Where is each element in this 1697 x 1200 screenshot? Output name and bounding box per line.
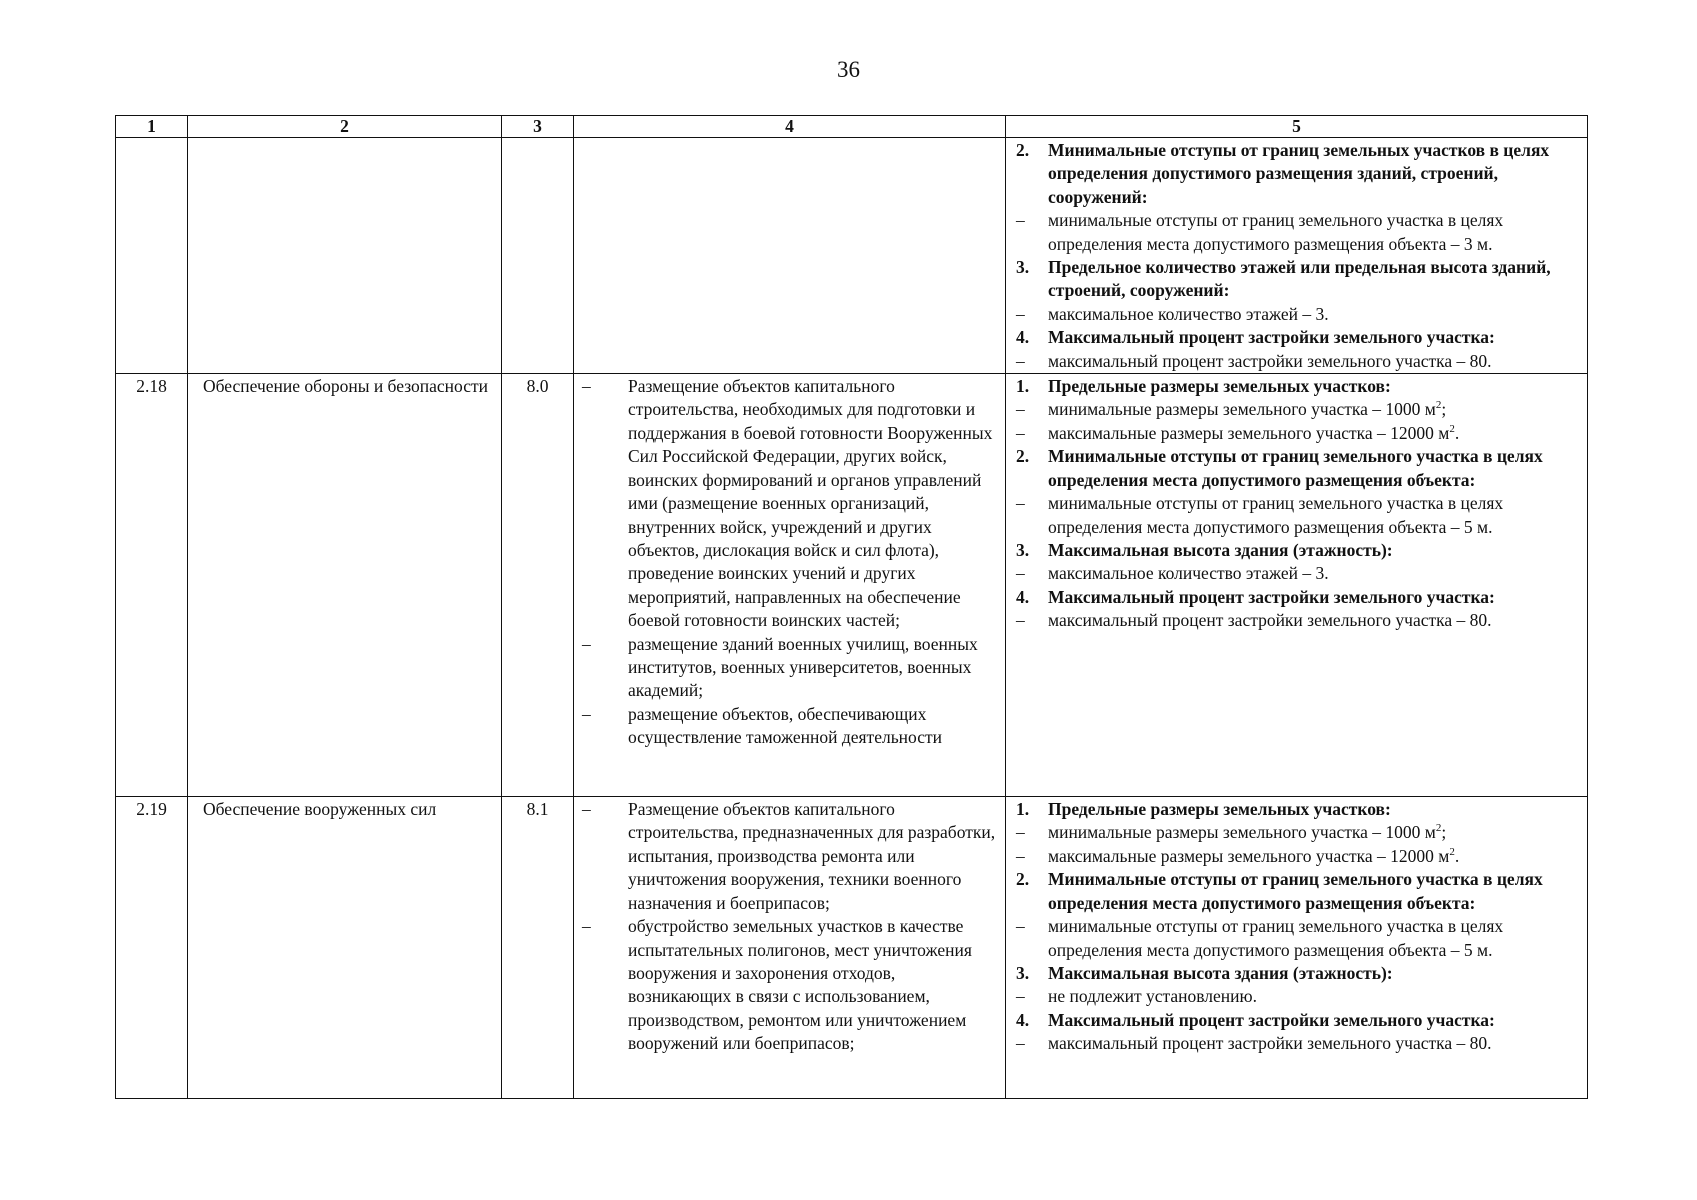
parameter-text-main: максимальный процент застройки земельного участка – 80. [1048, 350, 1492, 371]
bullet-marker: – [1016, 303, 1025, 324]
parameter-text [1048, 139, 1583, 209]
parameter-text-main: Максимальная высота здания (этажность): [1048, 539, 1393, 560]
table-row [116, 138, 1588, 374]
bullet-marker: – [582, 633, 591, 654]
parameter-text-main: Предельное количество этажей или предельная высота зданий, строений, сооружений: [1048, 257, 1551, 301]
description-item [582, 633, 1001, 703]
parameter-text [1048, 1032, 1583, 1055]
column-header-2: 2 [188, 116, 502, 138]
number-marker: 2. [1016, 140, 1030, 160]
parameter-text [1048, 868, 1583, 915]
use-code [502, 138, 574, 374]
bullet-marker: – [582, 799, 591, 820]
description-text: Размещение объектов капитального строительства, необходимых для подготовки и поддержания в боевой готовности Вооруженных Сил Российской Федерации, других войск, воинских формирований и органов управлений ими (размещение военных организаций, внутренних войск, учреждений и других объектов, дислокация войск и сил флота), проведение воинских учений и других мероприятий, направленных на обеспечение боевой готовности воинских частей; [628, 376, 993, 631]
parameter-item [1016, 821, 1583, 844]
table-row [116, 797, 1588, 1099]
bullet-marker: – [582, 703, 591, 724]
parameter-text [1048, 492, 1583, 539]
parameter-text-main: Максимальный процент застройки земельного участка: [1048, 586, 1495, 607]
page-number: 36 [837, 57, 860, 82]
parameter-text-main: Предельные размеры земельных участков: [1048, 376, 1391, 397]
number-marker: 2. [1016, 869, 1030, 890]
parameter-text [1048, 445, 1583, 492]
parameter-heading [1016, 586, 1583, 609]
column-header-1: 1 [116, 116, 188, 138]
bullet-marker: – [582, 916, 591, 937]
bullet-marker: – [1016, 399, 1025, 420]
parameter-item [1016, 609, 1583, 632]
use-parameters [1006, 374, 1588, 797]
parameter-text [1048, 539, 1583, 562]
table-row [116, 374, 1588, 797]
bullet-marker: – [1016, 610, 1025, 631]
header-row [116, 116, 1588, 138]
bullet-marker: – [1016, 210, 1025, 231]
description-text: Размещение объектов капитального строительства, предназначенных для разработки, испытания, производства ремонта или уничтожения вооружения, техники военного назначения и боеприпасов; [628, 799, 996, 913]
parameter-text [1048, 1009, 1583, 1032]
superscript: 2 [1449, 423, 1455, 436]
description-item [582, 703, 1001, 750]
parameter-text-tail: . [1454, 845, 1460, 866]
parameter-text-main: Минимальные отступы от границ земельного участка в целях определения места допустимого размещения объекта: [1048, 446, 1543, 490]
use-description [574, 797, 1006, 1099]
use-name [188, 138, 502, 374]
bullet-marker: – [1016, 1033, 1025, 1054]
parameter-text-main: максимальный процент застройки земельного участка – 80. [1048, 1033, 1492, 1054]
number-marker: 3. [1016, 257, 1030, 278]
parameter-heading [1016, 256, 1583, 303]
parameter-text-main: Предельные размеры земельных участков: [1048, 799, 1391, 820]
parameter-heading [1016, 539, 1583, 562]
parameter-heading [1016, 962, 1583, 985]
column-header-3: 3 [502, 116, 574, 138]
parameter-text [1048, 562, 1583, 585]
parameter-text-tail: . [1454, 422, 1460, 443]
superscript: 2 [1435, 399, 1442, 412]
parameter-text [1048, 375, 1583, 398]
parameter-text-main: минимальные размеры земельного участка – 1000 м [1048, 399, 1436, 420]
use-code: 8.1 [502, 797, 574, 1099]
parameter-text-main: Максимальный процент застройки земельного участка: [1048, 327, 1495, 348]
number-marker: 4. [1016, 1009, 1030, 1030]
use-parameters [1006, 797, 1588, 1099]
parameter-text-main: Минимальные отступы от границ земельного участка в целях определения места допустимого размещения объекта: [1048, 869, 1543, 913]
parameter-text [1048, 821, 1583, 844]
parameter-text [1048, 256, 1583, 303]
parameter-item [1016, 209, 1583, 256]
superscript: 2 [1435, 822, 1442, 835]
bullet-marker: – [1016, 986, 1025, 1007]
bullet-marker: – [1016, 422, 1025, 443]
superscript: 2 [1449, 846, 1455, 859]
bullet-marker: – [1016, 563, 1025, 584]
parameter-text [1048, 398, 1583, 421]
parameter-item [1016, 562, 1583, 585]
column-header-4: 4 [574, 116, 1006, 138]
parameter-item [1016, 845, 1583, 868]
parameter-text [1048, 209, 1583, 256]
parameter-text-main: максимальный процент застройки земельного участка – 80. [1048, 610, 1492, 631]
parameter-text [1048, 845, 1583, 868]
parameter-item [1016, 915, 1583, 962]
parameter-text-main: максимальное количество этажей – 3. [1048, 563, 1329, 584]
parameter-item [1016, 1032, 1583, 1055]
number-marker: 4. [1016, 586, 1030, 607]
description-text: обустройство земельных участков в качестве испытательных полигонов, мест уничтожения вооружения и захоронения отходов, возникающих в связи с использованием, производством, ремонтом или уничтожением вооружений или боеприпасов; [628, 916, 972, 1054]
number-marker: 3. [1016, 962, 1030, 983]
parameter-item [1016, 422, 1583, 445]
description-item [582, 798, 1001, 915]
parameter-text-main: максимальные размеры земельного участка – 12000 м [1048, 845, 1450, 866]
parameter-text-main: Максимальный процент застройки земельного участка: [1048, 1009, 1495, 1030]
parameter-text [1048, 609, 1583, 632]
parameter-text [1048, 303, 1583, 326]
number-marker: 1. [1016, 376, 1030, 397]
number-marker: 4. [1016, 327, 1030, 348]
parameter-text-main: минимальные отступы от границ земельного участка в целях определения места допустимого размещения объекта – 5 м. [1048, 493, 1504, 537]
parameter-item [1016, 398, 1583, 421]
parameter-heading [1016, 375, 1583, 398]
use-name: Обеспечение обороны и безопасности [188, 374, 502, 797]
row-number: 2.18 [116, 374, 188, 797]
parameter-text-tail: ; [1441, 399, 1447, 420]
parameter-text-tail: ; [1441, 822, 1447, 843]
parameter-text-main: Максимальная высота здания (этажность): [1048, 962, 1393, 983]
column-header-5: 5 [1006, 116, 1588, 138]
parameter-text-main: максимальные размеры земельного участка – 12000 м [1048, 422, 1450, 443]
parameter-text [1048, 915, 1583, 962]
parameter-heading [1016, 868, 1583, 915]
parameter-heading [1016, 798, 1583, 821]
parameter-text-main: не подлежит установлению. [1048, 986, 1257, 1007]
parameter-text-main: минимальные отступы от границ земельного участка в целях определения места допустимого размещения объекта – 5 м. [1048, 916, 1504, 960]
parameter-text [1048, 350, 1583, 373]
parameter-item [1016, 350, 1583, 373]
parameter-heading [1016, 1009, 1583, 1032]
parameter-text [1048, 586, 1583, 609]
bullet-marker: – [1016, 493, 1025, 514]
description-item [582, 915, 1001, 1055]
use-name: Обеспечение вооруженных сил [188, 797, 502, 1099]
parameter-text [1048, 985, 1583, 1008]
use-description [574, 374, 1006, 797]
row-number: 2.19 [116, 797, 188, 1099]
parameter-text [1048, 798, 1583, 821]
parameter-heading [1016, 326, 1583, 349]
parameter-text-main: Минимальные отступы от границ земельных участков в целях определения допустимого размещения зданий, строений, сооружений: [1048, 140, 1550, 207]
description-text: размещение зданий военных училищ, военных институтов, военных университетов, военных академий; [628, 633, 978, 701]
use-code: 8.0 [502, 374, 574, 797]
number-marker: 3. [1016, 539, 1030, 560]
row-number [116, 138, 188, 374]
bullet-marker: – [1016, 916, 1025, 937]
parameter-item [1016, 492, 1583, 539]
parameter-heading [1016, 445, 1583, 492]
parameter-text-main: максимальное количество этажей – 3. [1048, 303, 1329, 324]
use-description [574, 138, 1006, 374]
bullet-marker: – [582, 376, 591, 397]
use-parameters [1006, 138, 1588, 374]
parameter-text [1048, 422, 1583, 445]
parameter-heading [1016, 139, 1583, 209]
bullet-marker: – [1016, 845, 1025, 866]
bullet-marker: – [1016, 350, 1025, 371]
parameter-item [1016, 985, 1583, 1008]
parameter-item [1016, 303, 1583, 326]
number-marker: 2. [1016, 446, 1030, 467]
parameter-text-main: минимальные размеры земельного участка – 1000 м [1048, 822, 1436, 843]
bullet-marker: – [1016, 822, 1025, 843]
parameter-text [1048, 962, 1583, 985]
number-marker: 1. [1016, 799, 1030, 820]
land-use-table [115, 115, 1588, 1099]
description-item [582, 375, 1001, 632]
parameter-text-main: минимальные отступы от границ земельного участка в целях определения места допустимого размещения объекта – 3 м. [1048, 210, 1504, 254]
description-text: размещение объектов, обеспечивающих осуществление таможенной деятельности [628, 703, 943, 748]
parameter-text [1048, 326, 1583, 349]
